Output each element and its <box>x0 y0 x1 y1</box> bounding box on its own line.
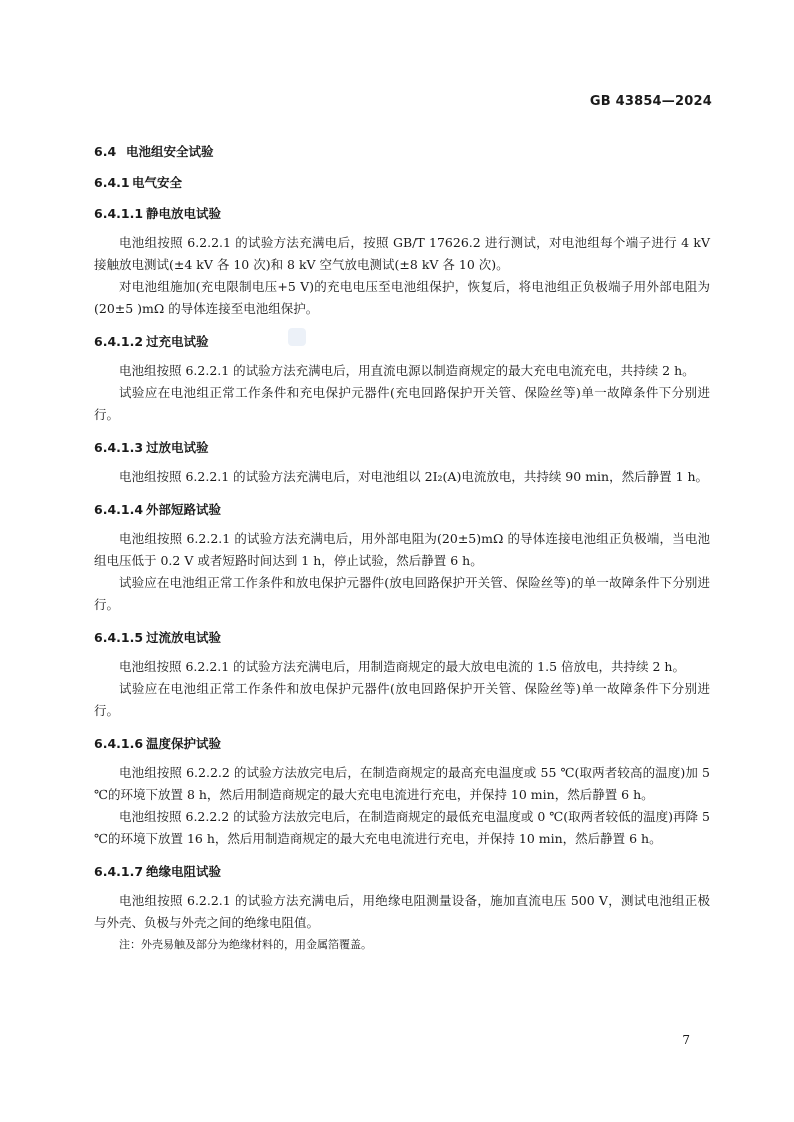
body-paragraph: 电池组按照 6.2.2.1 的试验方法充满电后，按照 GB/T 17626.2 进行测试，对电池组每个端子进行 4 kV 接触放电测试(±4 kV 各 10 次)和 8 kV 空气放电测试(±8 kV 各 10 次)。 <box>94 235 710 272</box>
body-paragraph: 试验应在电池组正常工作条件和放电保护元器件(放电回路保护开关管、保险丝等)的单一故障条件下分别进行。 <box>94 575 710 612</box>
note: 注：外壳易触及部分为绝缘材料的，用金属箔覆盖。 <box>119 938 372 951</box>
body-paragraph: 试验应在电池组正常工作条件和充电保护元器件(充电回路保护开关管、保险丝等)单一故障条件下分别进行。 <box>94 385 710 422</box>
section-title: 绝缘电阻试验 <box>146 864 222 879</box>
section-title: 温度保护试验 <box>146 736 222 751</box>
page-number: 7 <box>682 1033 690 1047</box>
section-title: 外部短路试验 <box>146 502 222 517</box>
section-number: 6.4.1 <box>94 175 130 190</box>
section-title: 电池组安全试验 <box>126 144 214 159</box>
body-paragraph: 对电池组施加(充电限制电压+5 V)的充电电压至电池组保护，恢复后，将电池组正负极端子用外部电阻为(20±5 )mΩ 的导体连接至电池组保护。 <box>94 279 710 316</box>
section-number: 6.4.1.1 <box>94 206 144 221</box>
section-number: 6.4.1.6 <box>94 736 144 751</box>
section-heading <box>94 143 710 161</box>
standard-code: GB 43854—2024 <box>589 94 712 109</box>
section-number: 6.4.1.3 <box>94 440 144 455</box>
body-paragraph: 电池组按照 6.2.2.1 的试验方法充满电后，对电池组以 2I₂(A)电流放电，共持续 90 min，然后静置 1 h。 <box>119 469 709 484</box>
section-heading <box>94 501 710 519</box>
body-paragraph: 试验应在电池组正常工作条件和放电保护元器件(放电回路保护开关管、保险丝等)单一故障条件下分别进行。 <box>94 681 710 718</box>
section-title: 过流放电试验 <box>146 630 222 645</box>
section-number: 6.4 <box>94 144 117 159</box>
section-heading <box>94 629 710 647</box>
section-title: 电气安全 <box>132 175 183 190</box>
section-heading <box>94 205 710 223</box>
section-number: 6.4.1.5 <box>94 630 144 645</box>
section-heading <box>94 863 710 881</box>
section-title: 静电放电试验 <box>146 206 222 221</box>
section-title: 过放电试验 <box>146 440 209 455</box>
section-number: 6.4.1.4 <box>94 502 144 517</box>
body-paragraph: 电池组按照 6.2.2.1 的试验方法充满电后，用外部电阻为(20±5)mΩ 的导体连接电池组正负极端，当电池组电压低于 0.2 V 或者短路时间达到 1 h，停止试验，然后静置 6 h。 <box>94 531 710 568</box>
section-heading <box>94 174 710 192</box>
document-body <box>94 140 710 954</box>
body-paragraph: 电池组按照 6.2.2.2 的试验方法放完电后，在制造商规定的最高充电温度或 55 ℃(取两者较高的温度)加 5 ℃的环境下放置 8 h，然后用制造商规定的最大充电电流进行充电，并保持 10 min，然后静置 6 h。 <box>94 765 710 802</box>
section-heading <box>94 333 710 351</box>
section-number: 6.4.1.2 <box>94 334 144 349</box>
section-heading <box>94 439 710 457</box>
body-paragraph: 电池组按照 6.2.2.1 的试验方法充满电后，用绝缘电阻测量设备，施加直流电压 500 V，测试电池组正极与外壳、负极与外壳之间的绝缘电阻值。 <box>94 893 710 930</box>
body-paragraph: 电池组按照 6.2.2.1 的试验方法充满电后，用制造商规定的最大放电电流的 1.5 倍放电，共持续 2 h。 <box>119 659 685 674</box>
section-number: 6.4.1.7 <box>94 864 144 879</box>
body-paragraph: 电池组按照 6.2.2.1 的试验方法充满电后，用直流电源以制造商规定的最大充电电流充电，共持续 2 h。 <box>119 363 695 378</box>
section-heading <box>94 735 710 753</box>
section-title: 过充电试验 <box>146 334 209 349</box>
body-paragraph: 电池组按照 6.2.2.2 的试验方法放完电后，在制造商规定的最低充电温度或 0 ℃(取两者较低的温度)再降 5 ℃的环境下放置 16 h，然后用制造商规定的最大充电电流进行充电，并保持 10 min，然后静置 6 h。 <box>94 809 710 846</box>
